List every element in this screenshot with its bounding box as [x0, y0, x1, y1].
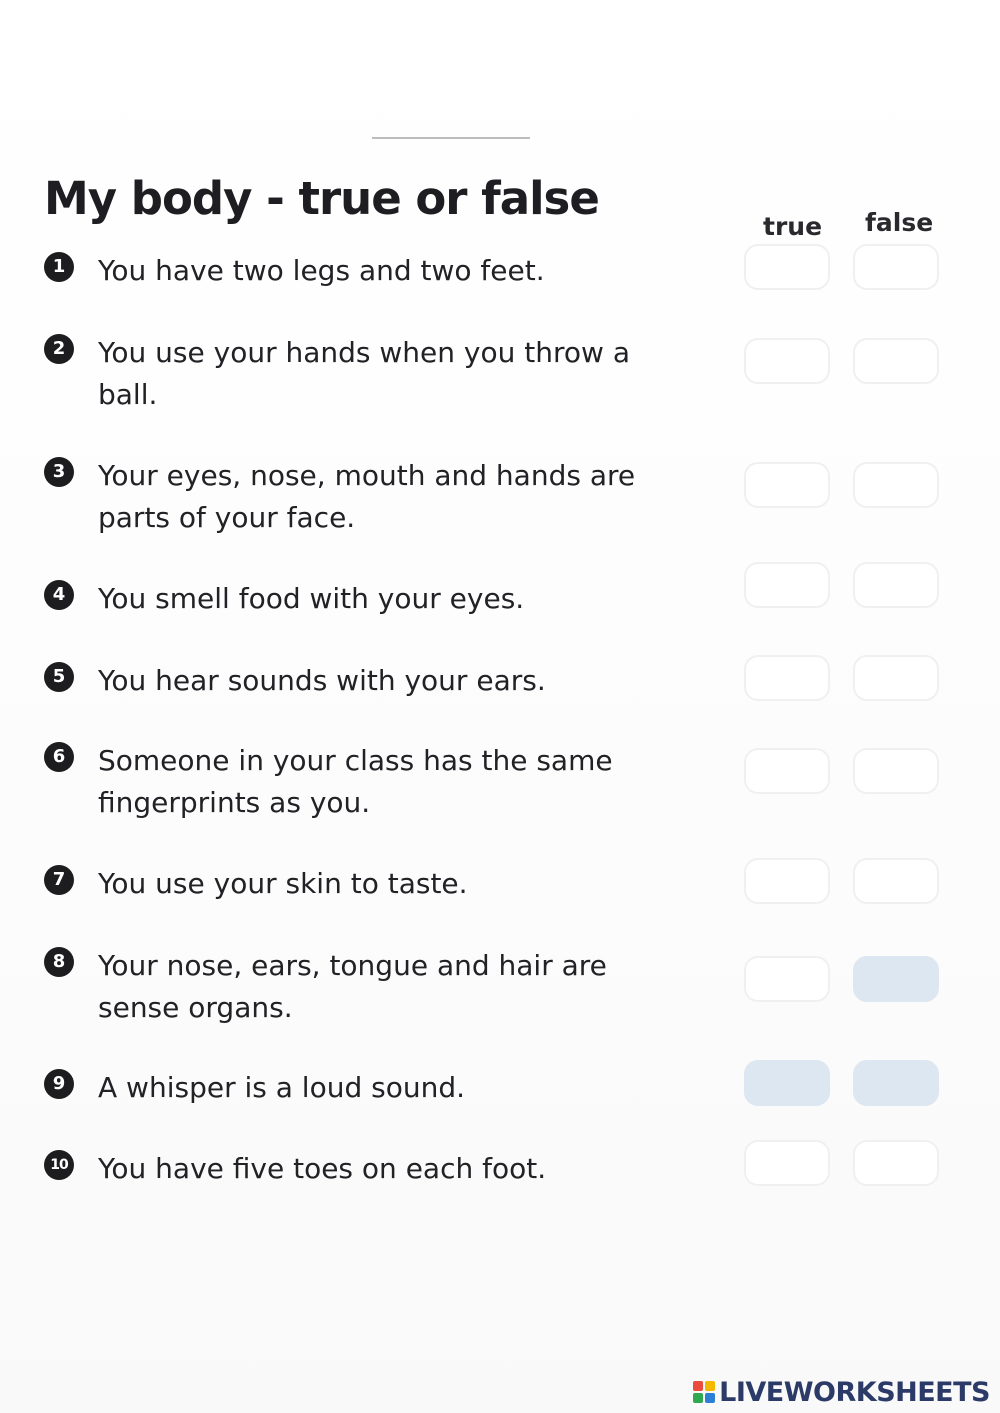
answer-box-false-10[interactable] [853, 1140, 939, 1186]
liveworksheets-brand[interactable] [693, 1374, 990, 1410]
statement-text [98, 740, 698, 824]
statement-line: Your nose, ears, tongue and hair are [98, 949, 607, 982]
answer-box-true-1[interactable] [744, 244, 830, 290]
statement-line: Your eyes, nose, mouth and hands are [98, 459, 636, 492]
statement-line: You use your hands when you throw a [98, 336, 630, 369]
answer-box-false-1[interactable] [853, 244, 939, 290]
column-header-true: true [763, 212, 823, 241]
answer-box-true-10[interactable] [744, 1140, 830, 1186]
answer-box-false-8[interactable] [853, 956, 939, 1002]
statement-line: parts of your face. [98, 501, 356, 534]
statement-text [98, 578, 698, 620]
statement-text [98, 660, 698, 702]
item-number-badge: 9 [44, 1069, 74, 1099]
answer-box-false-3[interactable] [853, 462, 939, 508]
statement-text [98, 332, 698, 416]
brand-name: LIVEWORKSHEETS [719, 1376, 990, 1408]
answer-box-false-5[interactable] [853, 655, 939, 701]
statement-text [98, 1067, 698, 1109]
statement-text [98, 1148, 698, 1190]
answer-box-true-3[interactable] [744, 462, 830, 508]
statement-line: fingerprints as you. [98, 786, 371, 819]
statement-line: You have two legs and two feet. [98, 254, 545, 287]
statement-text [98, 455, 698, 539]
statement-text [98, 863, 698, 905]
page-title: My body - true or false [44, 172, 599, 225]
item-number-badge: 3 [44, 457, 74, 487]
item-number-badge: 7 [44, 865, 74, 895]
item-number-badge: 4 [44, 580, 74, 610]
answer-box-false-2[interactable] [853, 338, 939, 384]
statement-text [98, 945, 698, 1029]
item-number-badge: 6 [44, 742, 74, 772]
statement-line: You have five toes on each foot. [98, 1152, 547, 1185]
statement-line: A whisper is a loud sound. [98, 1071, 466, 1104]
statement-line: ball. [98, 378, 158, 411]
answer-box-false-9[interactable] [853, 1060, 939, 1106]
statement-line: You hear sounds with your ears. [98, 664, 546, 697]
statement-line: You use your skin to taste. [98, 867, 468, 900]
answer-box-true-4[interactable] [744, 562, 830, 608]
answer-box-false-7[interactable] [853, 858, 939, 904]
answer-box-true-7[interactable] [744, 858, 830, 904]
statement-text [98, 250, 698, 292]
answer-box-true-8[interactable] [744, 956, 830, 1002]
item-number-badge: 10 [44, 1150, 74, 1180]
answer-box-true-6[interactable] [744, 748, 830, 794]
statement-line: Someone in your class has the same [98, 744, 613, 777]
answer-box-true-9[interactable] [744, 1060, 830, 1106]
top-divider [372, 137, 530, 139]
item-number-badge: 8 [44, 947, 74, 977]
answer-box-true-2[interactable] [744, 338, 830, 384]
item-number-badge: 5 [44, 662, 74, 692]
answer-box-true-5[interactable] [744, 655, 830, 701]
statement-line: sense organs. [98, 991, 293, 1024]
answer-box-false-6[interactable] [853, 748, 939, 794]
statement-line: You smell food with your eyes. [98, 582, 525, 615]
liveworksheets-logo-icon [693, 1381, 715, 1403]
answer-box-false-4[interactable] [853, 562, 939, 608]
item-number-badge: 1 [44, 252, 74, 282]
item-number-badge: 2 [44, 334, 74, 364]
column-header-false: false [865, 208, 934, 237]
